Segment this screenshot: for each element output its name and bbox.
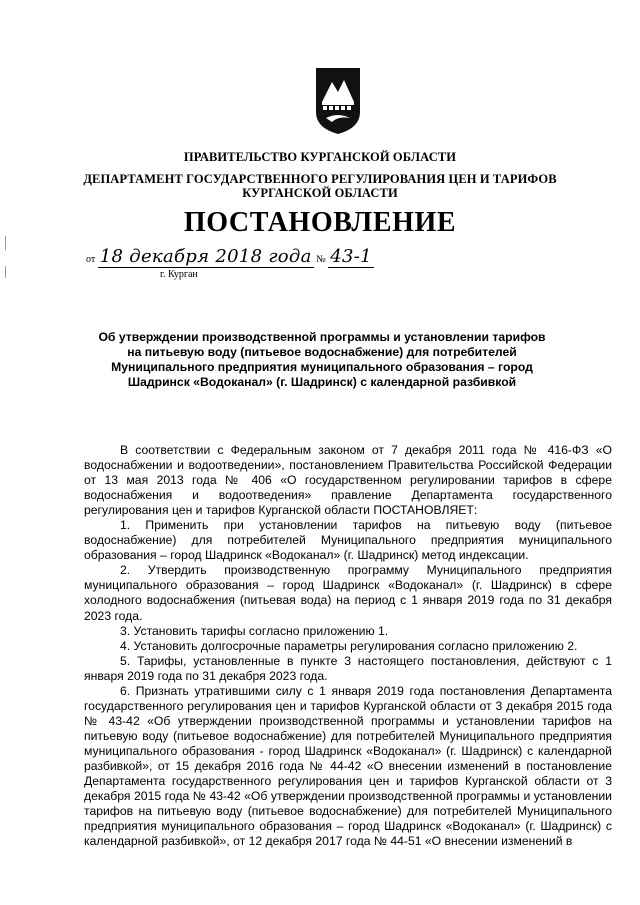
- resolution-subject: Об утверждении производственной программы и установлении тарифов на питьевую воду (питьевое водоснабжение) для потребителей Муниципального предприятия муниципального образования – город Шадринск «Водоканал» (г. Шадринск) с календарной разбивкой: [98, 330, 546, 389]
- clause-paragraph: 6. Признать утратившими силу с 1 января 2019 года постановления Департамента государственного регулирования цен и тарифов Курганской области от 3 декабря 2015 года № 43-42 «Об утверждении производственной программы и установлении тарифов на питьевую воду (питьевое водоснабжение) для потребителей Муниципального предприятия муниципального образования - город Шадринск «Водоканал» (г. Шадринск) с календарной разбивкой», от 15 декабря 2016 года № 44-42 «О внесении изменений в постановление Департамента государственного регулирования цен и тарифов Курганской области от 3 декабря 2015 года № 43-42 «Об утверждении производственной программы и установлении тарифов на питьевую воду (питьевое водоснабжение) для потребителей Муниципального предприятия муниципального образования – город Шадринск «Водоканал» (г. Шадринск) с календарной разбивкой», от 12 декабря 2017 года № 44-51 «О внесении изменений в: [84, 683, 612, 849]
- preamble-paragraph: В соответствии с Федеральным законом от 7 декабря 2011 года № 416-ФЗ «О водоснабжении и водоотведении», постановлением Правительства Российской Федерации от 13 мая 2013 года № 406 «О государственном регулировании тарифов в сфере водоснабжения и водоотведения» правление Департамента государственного регулирования цен и тарифов Курганской области ПОСТАНОВЛЯЕТ:: [84, 443, 612, 518]
- date-number-row: [86, 246, 374, 268]
- clause-paragraph: 5. Тарифы, установленные в пункте 3 настоящего постановления, действуют с 1 января 2019 года по 31 декабря 2023 года.: [84, 653, 612, 683]
- department-name-line2: КУРГАНСКОЙ ОБЛАСТИ: [242, 186, 398, 200]
- scan-margin-mark: [5, 236, 6, 250]
- department-name-line1: ДЕПАРТАМЕНТ ГОСУДАРСТВЕННОГО РЕГУЛИРОВАНИЯ ЦЕН И ТАРИФОВ: [83, 172, 557, 186]
- resolution-body: [84, 443, 612, 849]
- number-handwritten: 43-1: [330, 246, 372, 267]
- coat-of-arms-emblem: [314, 66, 362, 136]
- date-handwritten: 18 декабря 2018 года: [99, 246, 312, 267]
- number-prefix: №: [316, 254, 326, 265]
- clause-paragraph: 2. Утвердить производственную программу Муниципального предприятия муниципального образования – город Шадринск «Водоканал» (г. Шадринск) в сфере холодного водоснабжения (питьевая вода) на период с 1 января 2019 года по 31 декабря 2023 года.: [84, 563, 612, 623]
- date-prefix: от: [86, 254, 96, 265]
- clause-paragraph: 3. Установить тарифы согласно приложению 1.: [120, 623, 389, 638]
- clause-paragraph: 4. Установить долгосрочные параметры регулирования согласно приложению 2.: [120, 638, 578, 653]
- government-name: ПРАВИТЕЛЬСТВО КУРГАНСКОЙ ОБЛАСТИ: [183, 150, 457, 164]
- scan-margin-mark: [5, 266, 6, 278]
- city-label: г. Курган: [160, 269, 198, 280]
- clause-paragraph: 1. Применить при установлении тарифов на питьевую воду (питьевое водоснабжение) для потребителей Муниципального предприятия муниципального образования – город Шадринск «Водоканал» (г. Шадринск) метод индексации.: [84, 518, 612, 563]
- document-type-title: ПОСТАНОВЛЕНИЕ: [183, 207, 457, 238]
